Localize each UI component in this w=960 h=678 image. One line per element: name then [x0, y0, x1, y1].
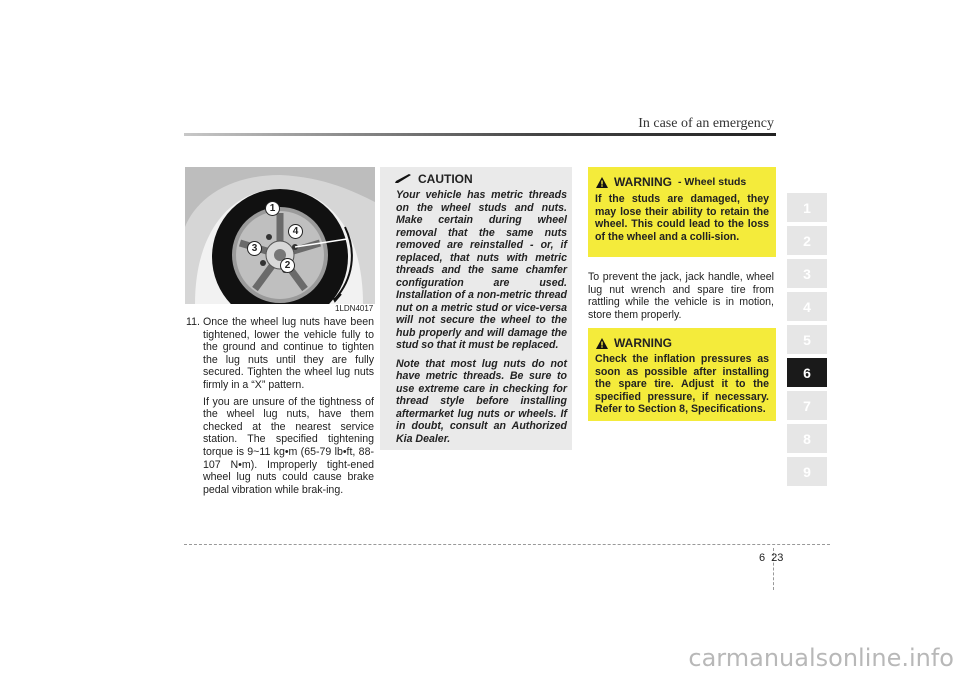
- section-header-title: In case of an emergency: [638, 116, 774, 131]
- chapter-tabs: [787, 193, 827, 490]
- warning-title-text: WARNING: [614, 336, 672, 350]
- chapter-tab-6[interactable]: 6: [787, 358, 827, 387]
- pencil-icon: [394, 174, 412, 184]
- callout-4: 4: [288, 224, 303, 239]
- warning-box-wheel-studs: [588, 167, 776, 257]
- header-rule: [184, 133, 776, 136]
- warning-body: If the studs are damaged, they may lose their ability to retain the wheel. This could lead to the loss of the wheel and a colli-sion.: [595, 193, 769, 243]
- callout-2: 2: [280, 258, 295, 273]
- wheel-illustration: [185, 167, 375, 304]
- warning-title: [596, 336, 672, 350]
- caution-body: [396, 189, 567, 451]
- caution-title: [394, 172, 473, 186]
- chapter-tab-5[interactable]: 5: [787, 325, 827, 354]
- chapter-tab-1[interactable]: 1: [787, 193, 827, 222]
- storage-paragraph: To prevent the jack, jack handle, wheel lug nut wrench and spare tire from rattling while the vehicle is in motion, store them properly.: [588, 271, 774, 321]
- chapter-tab-3[interactable]: 3: [787, 259, 827, 288]
- footer-rule: [184, 544, 830, 545]
- warning-title-text: WARNING: [614, 175, 672, 189]
- chapter-tab-4[interactable]: 4: [787, 292, 827, 321]
- chapter-tab-7[interactable]: 7: [787, 391, 827, 420]
- step-11: [186, 316, 374, 500]
- warning-body: Check the inflation pressures as soon as possible after installing the spare tire. Adjust it to the specified pressure, if necessary. Refer to Section 8, Specifications.: [595, 353, 769, 416]
- warning-subtitle: - Wheel studs: [678, 176, 747, 188]
- warning-triangle-icon: [596, 338, 608, 349]
- caution-title-text: CAUTION: [418, 172, 473, 186]
- warning-box-inflation: [588, 328, 776, 421]
- chapter-tab-2[interactable]: 2: [787, 226, 827, 255]
- page-number: [759, 552, 783, 564]
- step-number: 11.: [186, 316, 200, 328]
- warning-title: [596, 175, 746, 189]
- warning-triangle-icon: [596, 177, 608, 188]
- wheel-figure: [185, 167, 375, 304]
- watermark: carmanualsonline.info: [688, 644, 954, 672]
- page-index: 23: [771, 552, 784, 564]
- chapter-tab-9[interactable]: 9: [787, 457, 827, 486]
- figure-label: 1LDN4017: [335, 304, 374, 313]
- chapter-tab-8[interactable]: 8: [787, 424, 827, 453]
- step-text: Once the wheel lug nuts have been tightened, lower the vehicle fully to the ground and continue to tighten the lug nuts until they are fully secured. Tighten the wheel lug nuts firmly in a “X” pattern.: [203, 316, 374, 391]
- callout-3: 3: [247, 241, 262, 256]
- step-subtext: If you are unsure of the tightness of the wheel lug nuts, have them checked at the nearest service station. The specified tightening torque is 9~11 kg•m (65-79 lb•ft, 88-107 N•m). Improperly tight-ened wheel lug nuts could cause brake pedal vibration while brak-ing.: [203, 395, 374, 496]
- page-section: 6: [759, 552, 766, 564]
- caution-paragraph-1: Your vehicle has metric threads on the wheel studs and nuts. Make certain during wheel removal that the same nuts removed are reinstalled - or, if replaced, that nuts with metric threads and the same chamfer configuration are used. Installation of a non-metric thread nut on a metric stud or vice-versa will not secure the wheel to the hub properly and will damage the stud so that it must be replaced.: [396, 189, 567, 351]
- callout-1: 1: [265, 201, 280, 216]
- caution-paragraph-2: Note that most lug nuts do not have metric threads. Be sure to use extreme care in checking for thread style before installing aftermarket lug nuts or wheels. If in doubt, consult an Authorized Kia Dealer.: [396, 357, 567, 445]
